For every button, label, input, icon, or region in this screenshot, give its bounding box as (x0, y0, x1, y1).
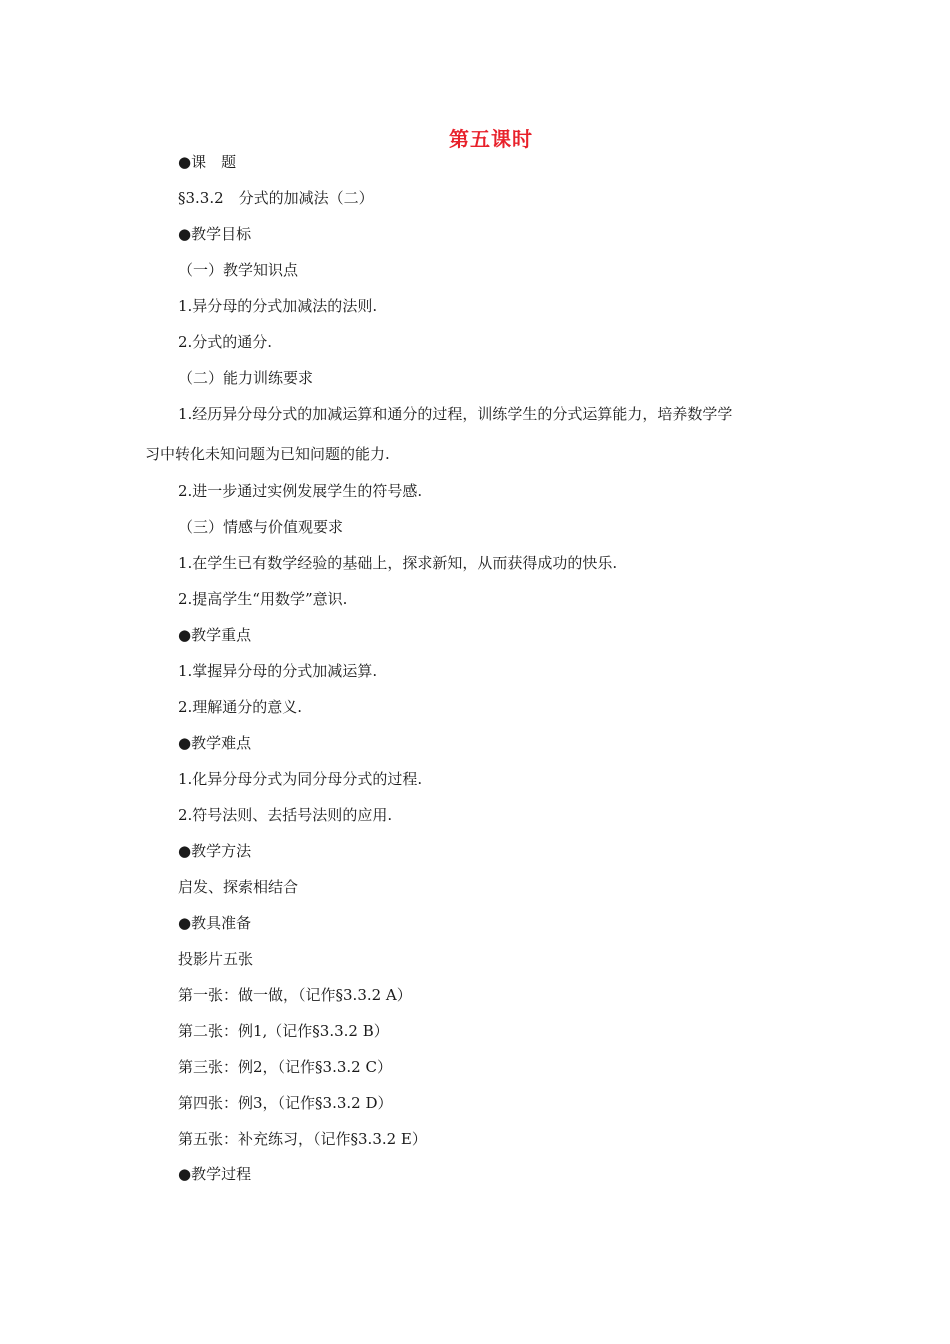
page-title: 第五课时 (449, 127, 533, 151)
knowledge-item-1: 1.异分母的分式加减法的法则. (178, 297, 378, 315)
subheading-emotion: （三）情感与价值观要求 (178, 518, 344, 536)
subheading-ability: （二）能力训练要求 (178, 369, 314, 387)
difficulty-1: 1.化异分母分式为同分母分式的过程. (178, 770, 423, 788)
section-heading-materials: ●教具准备 (178, 914, 252, 932)
slide-1: 第一张：做一做，（记作§3.3.2 A） (178, 986, 412, 1004)
materials-text: 投影片五张 (178, 950, 254, 968)
ability-item-2: 2.进一步通过实例发展学生的符号感. (178, 482, 423, 500)
knowledge-item-2: 2.分式的通分. (178, 333, 273, 351)
section-heading-key-points: ●教学重点 (178, 626, 252, 644)
section-heading-difficulties: ●教学难点 (178, 734, 252, 752)
section-heading-method: ●教学方法 (178, 842, 252, 860)
slide-5: 第五张：补充练习，（记作§3.3.2 E） (178, 1130, 427, 1148)
section-heading-topic: ●课 题 (178, 153, 237, 171)
section-heading-process: ●教学过程 (178, 1165, 252, 1183)
emotion-item-2: 2.提高学生“用数学”意识. (178, 590, 348, 608)
section-heading-objectives: ●教学目标 (178, 225, 252, 243)
emotion-item-1: 1.在学生已有数学经验的基础上，探求新知，从而获得成功的快乐. (178, 554, 618, 572)
topic-text: §3.3.2 分式的加减法（二） (178, 189, 374, 207)
method-text: 启发、探索相结合 (178, 878, 299, 896)
key-point-2: 2.理解通分的意义. (178, 698, 303, 716)
slide-2: 第二张：例1,（记作§3.3.2 B） (178, 1022, 389, 1040)
slide-3: 第三张：例2，（记作§3.3.2 C） (178, 1058, 392, 1076)
difficulty-2: 2.符号法则、去括号法则的应用. (178, 806, 393, 824)
slide-4: 第四张：例3，（记作§3.3.2 D） (178, 1094, 393, 1112)
ability-item-1-continued: 习中转化未知问题为已知问题的能力. (145, 445, 390, 463)
ability-item-1: 1.经历异分母分式的加减运算和通分的过程，训练学生的分式运算能力，培养数学学 (178, 405, 733, 423)
key-point-1: 1.掌握异分母的分式加减运算. (178, 662, 378, 680)
subheading-knowledge: （一）教学知识点 (178, 261, 299, 279)
